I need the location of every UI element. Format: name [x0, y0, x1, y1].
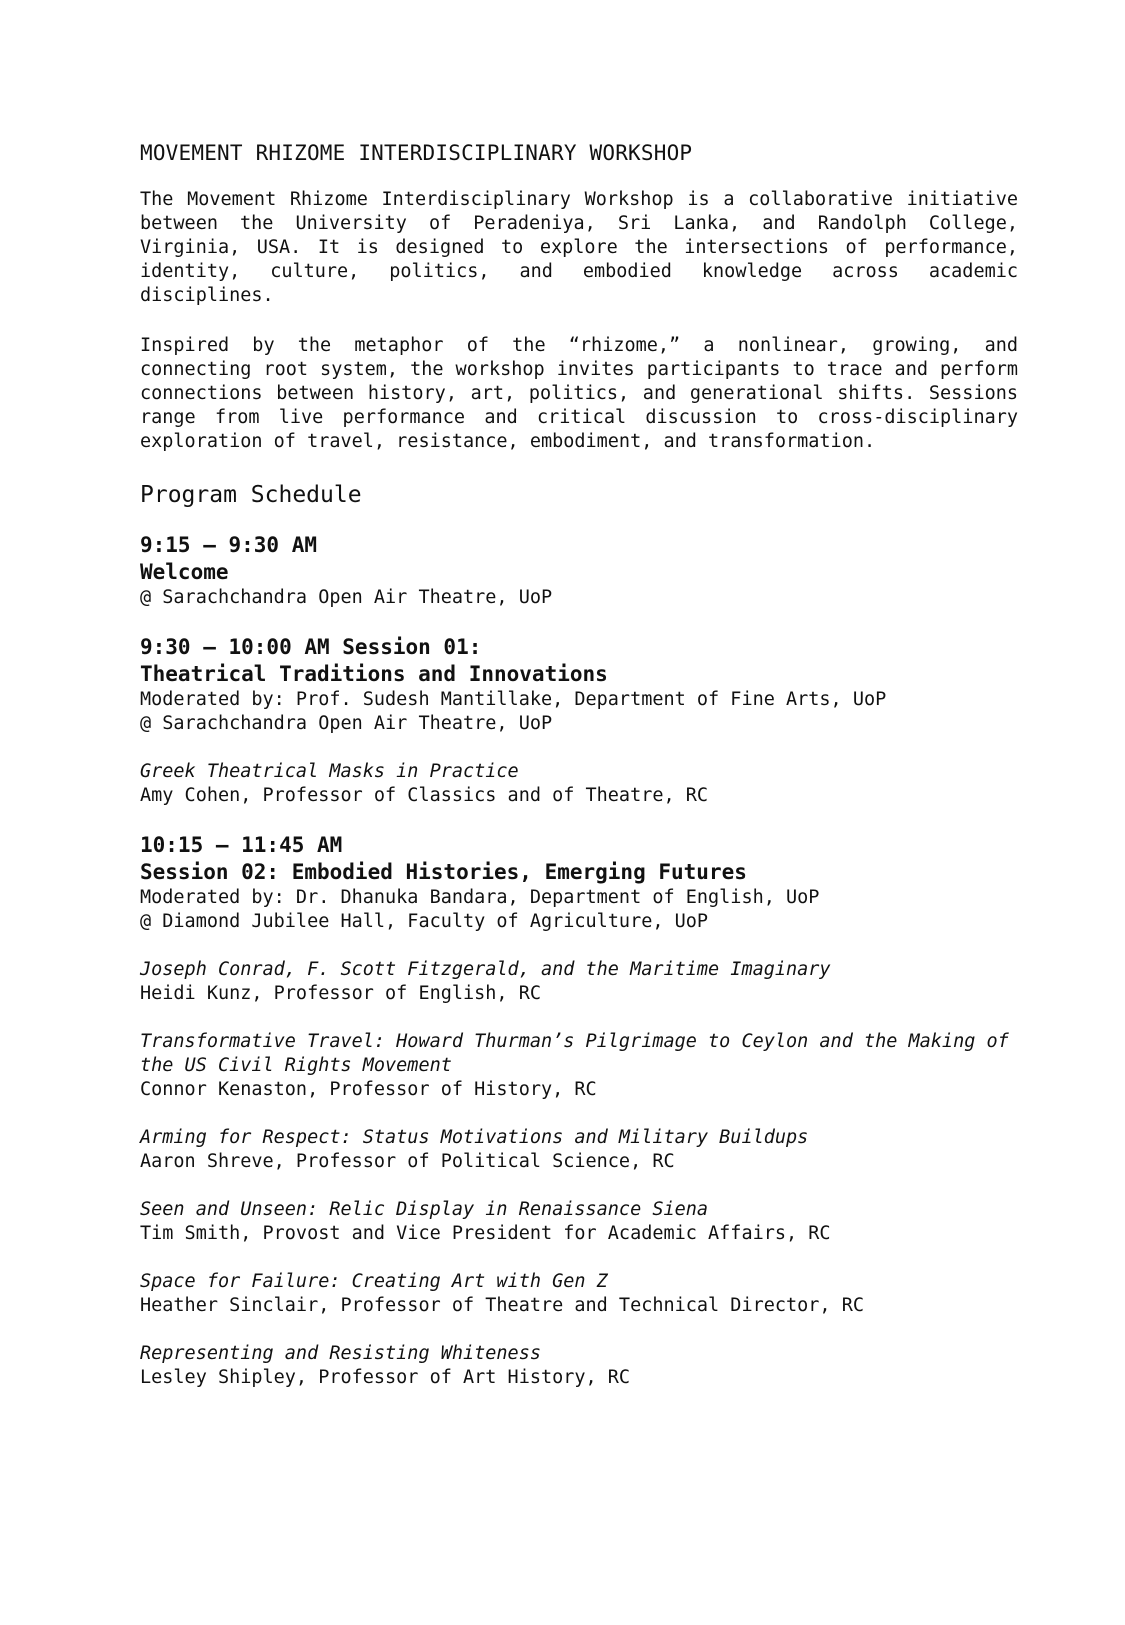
talk-entry: [140, 1030, 1018, 1102]
talk-title: Transformative Travel: Howard Thurman’s Pilgrimage to Ceylon and the Making of the US Civil Rights Movement: [140, 1031, 1009, 1076]
talk-speaker: Connor Kenaston, Professor of History, RC: [140, 1079, 597, 1100]
talk-entry: [140, 1126, 1018, 1174]
talk-entry: [140, 1198, 1018, 1246]
talk-title: Representing and Resisting Whiteness: [140, 1343, 541, 1364]
session-time: 10:15 – 11:45 AM: [140, 833, 343, 857]
session-location: @ Diamond Jubilee Hall, Faculty of Agriculture, UoP: [140, 911, 709, 932]
session-time: 9:30 – 10:00 AM Session 01:: [140, 635, 482, 659]
talk-title: Greek Theatrical Masks in Practice: [140, 761, 519, 782]
talk-speaker: Lesley Shipley, Professor of Art History, RC: [140, 1367, 631, 1388]
session-title: Session 02: Embodied Histories, Emerging Futures: [140, 860, 747, 884]
intro-paragraph: Inspired by the metaphor of the “rhizome,” a nonlinear, growing, and connecting root system, the workshop invites participants to trace and perform connections between history, art, politics, and generational shifts. Sessions range from live performance and critical discussion to cross-disciplinary exploration of travel, resistance, embodiment, and transformation.: [140, 335, 1018, 452]
talk-speaker: Heather Sinclair, Professor of Theatre and Technical Director, RC: [140, 1295, 864, 1316]
talk-entry: [140, 1342, 1018, 1390]
schedule-session: [140, 832, 1018, 1390]
talk-speaker: Heidi Kunz, Professor of English, RC: [140, 983, 541, 1004]
schedule-session: [140, 634, 1018, 808]
session-location: @ Sarachchandra Open Air Theatre, UoP: [140, 713, 553, 734]
talk-title: Joseph Conrad, F. Scott Fitzgerald, and the Maritime Imaginary: [140, 959, 831, 980]
talk-title: Arming for Respect: Status Motivations and Military Buildups: [140, 1127, 809, 1148]
talk-entry: [140, 760, 1018, 808]
session-moderator: Moderated by: Dr. Dhanuka Bandara, Department of English, UoP: [140, 887, 820, 908]
schedule-session: [140, 532, 1018, 610]
session-time: 9:15 – 9:30 AM: [140, 533, 318, 557]
talk-title: Seen and Unseen: Relic Display in Renaissance Siena: [140, 1199, 709, 1220]
talk-entry: [140, 1270, 1018, 1318]
talk-speaker: Amy Cohen, Professor of Classics and of Theatre, RC: [140, 785, 709, 806]
talk-speaker: Tim Smith, Provost and Vice President for Academic Affairs, RC: [140, 1223, 831, 1244]
talk-title: Space for Failure: Creating Art with Gen Z: [140, 1271, 608, 1292]
session-moderator: Moderated by: Prof. Sudesh Mantillake, Department of Fine Arts, UoP: [140, 689, 887, 710]
session-title: Theatrical Traditions and Innovations: [140, 662, 608, 686]
talk-entry: [140, 958, 1018, 1006]
intro-paragraph: The Movement Rhizome Interdisciplinary Workshop is a collaborative initiative between the University of Peradeniya, Sri Lanka, and Randolph College, Virginia, USA. It is designed to explore the intersections of performance, identity, culture, politics, and embodied knowledge across academic disciplines.: [140, 189, 1018, 306]
document-page: [140, 138, 1018, 1414]
talk-speaker: Aaron Shreve, Professor of Political Science, RC: [140, 1151, 675, 1172]
session-location: @ Sarachchandra Open Air Theatre, UoP: [140, 587, 553, 608]
session-title: Welcome: [140, 560, 229, 584]
schedule-heading: Program Schedule: [140, 482, 362, 508]
document-title: MOVEMENT RHIZOME INTERDISCIPLINARY WORKSHOP: [140, 141, 693, 165]
